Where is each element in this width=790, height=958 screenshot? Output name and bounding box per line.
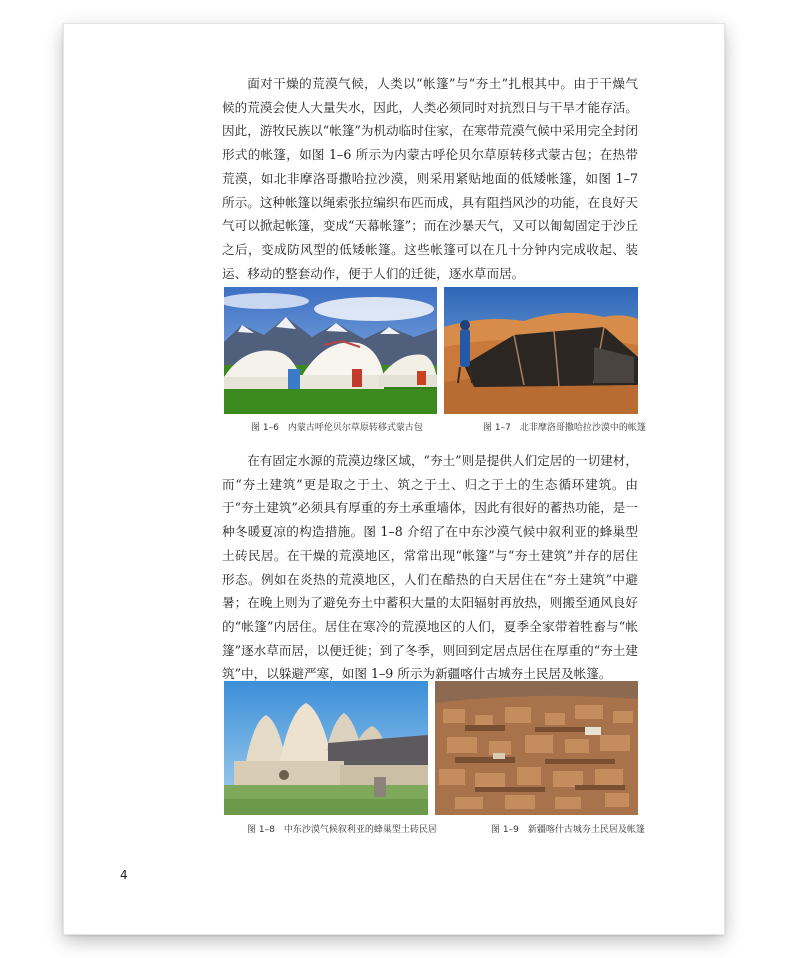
figure-1-8-caption: 图 1–8 中东沙漠气候叙利亚的蜂巢型土砖民居 — [247, 825, 437, 835]
figure-1-6-photo — [224, 287, 437, 414]
figure-1-8-photo — [224, 681, 428, 815]
figure-1-6-caption: 图 1–6 内蒙古呼伦贝尔草原转移式蒙古包 — [251, 423, 423, 433]
figure-1-7-caption: 图 1–7 北非摩洛哥撒哈拉沙漠中的帐篷 — [483, 423, 646, 433]
page-number: 4 — [120, 868, 128, 882]
figure-1-9-caption: 图 1–9 新疆喀什古城夯土民居及帐篷 — [491, 825, 645, 835]
body-paragraph-2: 在有固定水源的荒漠边缘区域，“夯土”则是提供人们定居的一切建材，而“夯土建筑”更是取之于土、筑之于土、归之于土的生态循环建筑。由于“夯土建筑”必须具有厚重的夯土承重墙体，因此有很好的蓄热功能，是一种冬暖夏凉的构造措施。图 1–8 介绍了在中东沙漠气候中叙利亚的蜂巢型土砖民居。在干燥的荒漠地区，常常出现“帐篷”与“夯土建筑”并存的居住形态。例如在炎热的荒漠地区，人们在酷热的白天居住在“夯土建筑”中避暑；在晚上则为了避免夯土中蓄积大量的太阳辐射再放热，则搬至通风良好的“帐篷”内居住。居住在寒冷的荒漠地区的人们，夏季全家带着牲畜与“帐篷”逐水草而居，以便迁徙；到了冬季，则回到定居点居住在厚重的“夯土建筑”中，以躲避严寒，如图 1–9 所示为新疆喀什古城夯土民居及帐篷。 — [222, 453, 638, 682]
figure-1-9-photo — [435, 681, 638, 815]
body-paragraph-1: 面对干燥的荒漠气候，人类以“帐篷”与“夯土”扎根其中。由于干燥气候的荒漠会使人大量失水，因此，人类必须同时对抗烈日与干旱才能存活。因此，游牧民族以“帐篷”为机动临时住家，在寒带荒漠气候中采用完全封闭形式的帐篷，如图 1–6 所示为内蒙古呼伦贝尔草原转移式蒙古包；在热带荒漠，如北非摩洛哥撒哈拉沙漠，则采用紧贴地面的低矮帐篷，如图 1–7 所示。这种帐篷以绳索张拉编织布匹而成，具有阻挡风沙的功能，在良好天气可以掀起帐篷，变成“天幕帐篷”；而在沙暴天气，又可以匍匐固定于沙丘之后，变成防风型的低矮帐篷。这些帐篷可以在几十分钟内完成收起、装运、移动的整套动作，便于人们的迁徙，逐水草而居。 — [222, 76, 638, 281]
figure-1-7-photo — [444, 287, 638, 414]
